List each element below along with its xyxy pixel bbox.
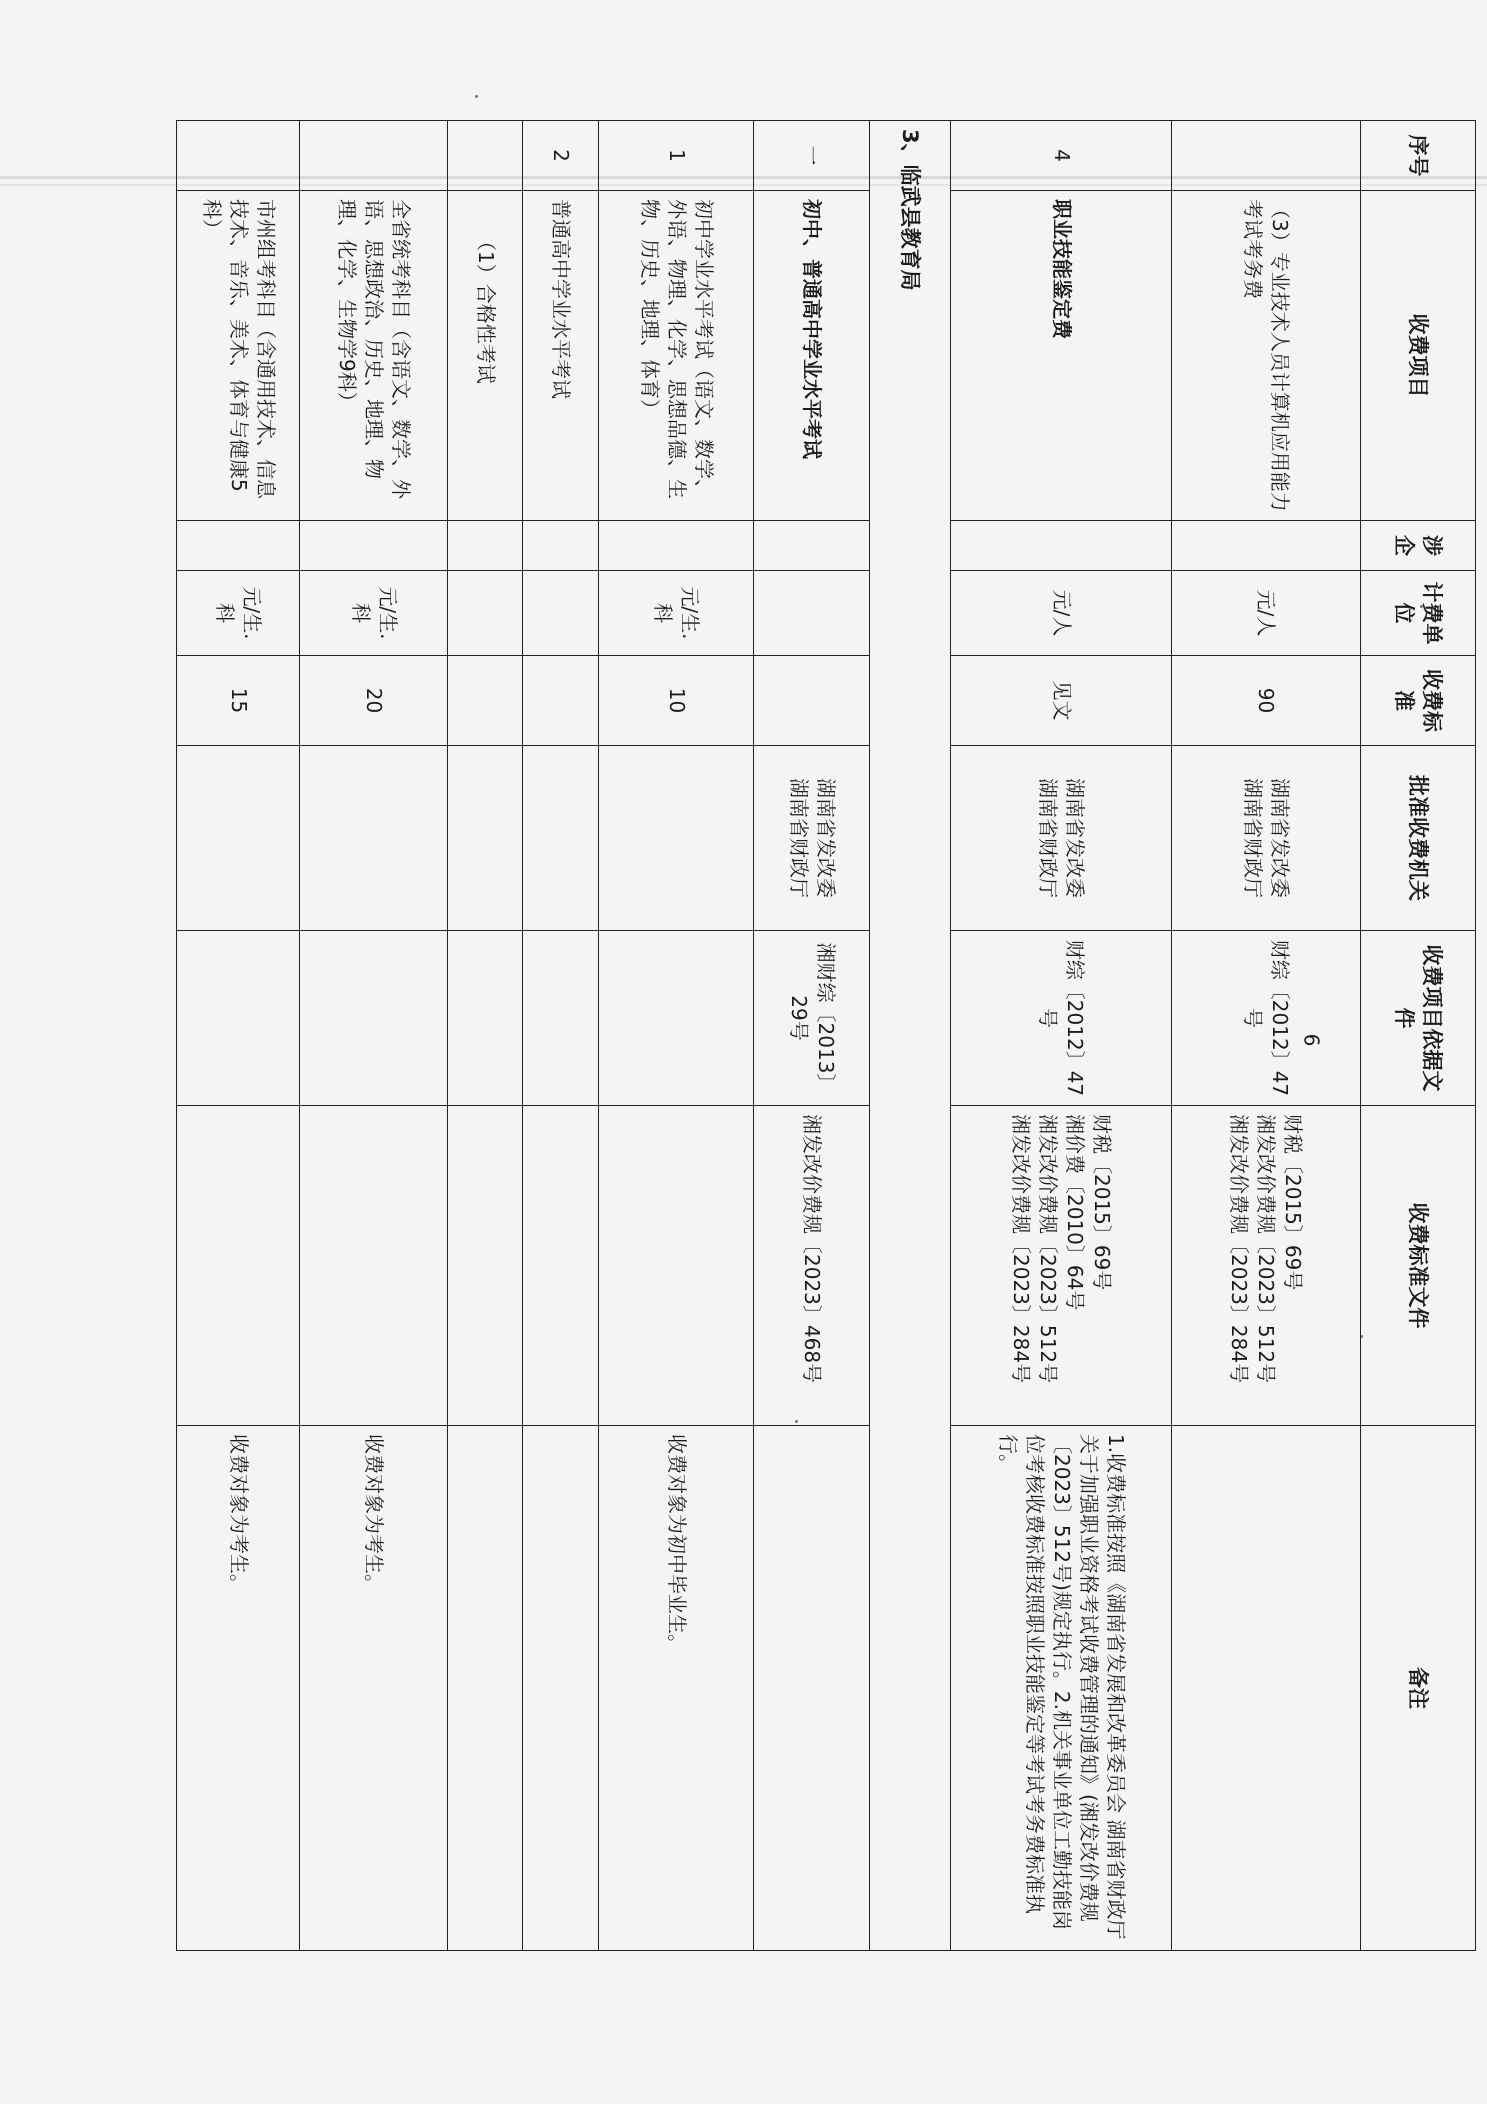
cell-enterprise [523,521,598,571]
cell-approver [598,746,754,931]
cell-unit [523,571,598,656]
cell-basis-doc: 财综〔2012〕47号 [1172,931,1360,1106]
cell-unit: 元/生.科 [177,571,300,656]
cell-basis-doc [300,931,448,1106]
cell-seq [448,121,523,191]
cell-unit: 元/生.科 [598,571,754,656]
cell-standard-doc: 湘发改价费规〔2023〕468号 [754,1106,869,1426]
cell-standard-doc [598,1106,754,1426]
cell-seq: 1 [598,121,754,191]
cell-standard [523,656,598,746]
cell-basis-doc [598,931,754,1106]
cell-approver [523,746,598,931]
cell-standard-doc [448,1106,523,1426]
cell-enterprise [300,521,448,571]
cell-unit [448,571,523,656]
cell-basis-doc [448,931,523,1106]
cell-enterprise [598,521,754,571]
cell-enterprise [1172,521,1360,571]
cell-seq [1172,121,1360,191]
table-row [448,121,523,1951]
cell-item: 普通高中学业水平考试 [523,191,598,521]
header-standard: 收费标准 [1360,656,1475,746]
cell-standard-doc [177,1106,300,1426]
table-row [300,121,448,1951]
table-row [523,121,598,1951]
cell-item: （3）专业技术人员计算机应用能力考试考务费 [1172,191,1360,521]
cell-remark [754,1426,869,1951]
cell-approver: 湖南省发改委 湖南省财政厅 [1172,746,1360,931]
cell-approver: 湖南省发改委 湖南省财政厅 [754,746,869,931]
cell-seq: 一 [754,121,869,191]
section-row [869,121,951,1951]
cell-basis-doc: 湘财综〔2013〕29号 [754,931,869,1106]
cell-standard [754,656,869,746]
cell-enterprise [754,521,869,571]
table-row [177,121,300,1951]
cell-basis-doc [523,931,598,1106]
cell-item: 初中、普通高中学业水平考试 [754,191,869,521]
table-row [598,121,754,1951]
cell-standard-doc [300,1106,448,1426]
cell-remark: 收费对象为考生。 [300,1426,448,1951]
cell-item: （1）合格性考试 [448,191,523,521]
cell-remark: 1.收费标准按照《湖南省发展和改革委员会 湖南省财政厅关于加强职业资格考试收费管理的通知》(湘发改价费规〔2023〕512号)规定执行。2.机关事业单位工勤技能岗位考核收费标准按照职业技能鉴定等考试考务费标准执行。 [951,1426,1172,1951]
header-enterprise: 涉企 [1360,521,1475,571]
fee-table-rotated [176,120,1476,1950]
cell-standard [448,656,523,746]
fee-table [176,120,1476,1951]
cell-item: 初中学业水平考试（语文、数学、外语、物理、化学、思想品德、生物、历史、地理、体育） [598,191,754,521]
cell-standard: 10 [598,656,754,746]
cell-approver: 湖南省发改委 湖南省财政厅 [951,746,1172,931]
cell-enterprise [177,521,300,571]
cell-unit [754,571,869,656]
cell-remark [448,1426,523,1951]
header-item: 收费项目 [1360,191,1475,521]
cell-standard-doc: 财税〔2015〕69号 湘价费〔2010〕64号 湘发改价费规〔2023〕512号 湘发改价费规〔2023〕284号 [951,1106,1172,1426]
header-remark: 备注 [1360,1426,1475,1951]
table-row [951,121,1172,1951]
header-approver: 批准收费机关 [1360,746,1475,931]
cell-item: 市州组考科目（含通用技术、信息技术、音乐、美术、体育与健康5科） [177,191,300,521]
cell-seq [177,121,300,191]
cell-remark: 收费对象为考生。 [177,1426,300,1951]
cell-standard: 15 [177,656,300,746]
cell-standard-doc: 财税〔2015〕69号 湘发改价费规〔2023〕512号 湘发改价费规〔2023〕284号 [1172,1106,1360,1426]
header-row [1360,121,1475,1951]
cell-approver [448,746,523,931]
cell-remark: 收费对象为初中毕业生。 [598,1426,754,1951]
cell-standard: 20 [300,656,448,746]
cell-seq: 2 [523,121,598,191]
cell-basis-doc: 财综〔2012〕47号 [951,931,1172,1106]
cell-seq [300,121,448,191]
cell-enterprise [448,521,523,571]
scan-speck [475,95,478,98]
cell-item: 全省统考科目（含语文、数学、外语、思想政治、历史、地理、物理、化学、生物学9科） [300,191,448,521]
cell-seq: 4 [951,121,1172,191]
section-label: 3、临武县教育局 [869,121,951,1951]
table-row [754,121,869,1951]
page-number: 6 [1299,1033,1324,1047]
cell-unit: 元/生.科 [300,571,448,656]
header-seq: 序号 [1360,121,1475,191]
cell-remark [1172,1426,1360,1951]
header-unit: 计费单位 [1360,571,1475,656]
cell-standard: 90 [1172,656,1360,746]
cell-unit: 元/人 [1172,571,1360,656]
cell-basis-doc [177,931,300,1106]
cell-unit: 元/人 [951,571,1172,656]
cell-standard: 见文 [951,656,1172,746]
cell-remark [523,1426,598,1951]
cell-standard-doc [523,1106,598,1426]
header-basis-doc: 收费项目依据文件 [1360,931,1475,1106]
cell-approver [177,746,300,931]
header-standard-doc: 收费标准文件 [1360,1106,1475,1426]
table-row [1172,121,1360,1951]
cell-enterprise [951,521,1172,571]
cell-approver [300,746,448,931]
cell-item: 职业技能鉴定费 [951,191,1172,521]
